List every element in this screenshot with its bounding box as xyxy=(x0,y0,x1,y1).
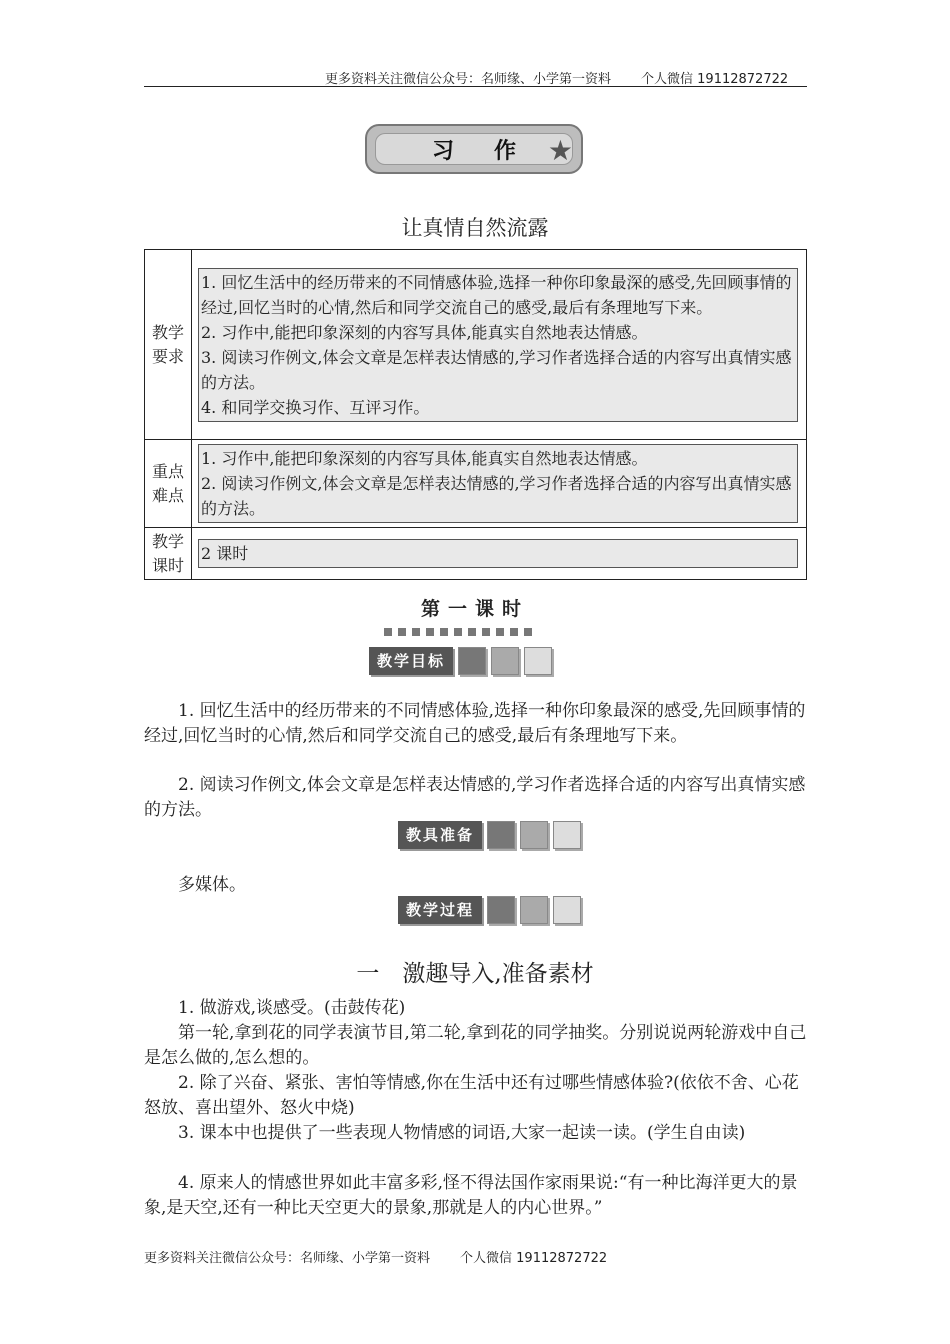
goal-paragraph: 1. 回忆生活中的经历带来的不同情感体验,选择一种你印象最深的感受,先回顾事情的经过,回忆当时的心情,然后和同学交流自己的感受,最后有条理地写下来。 xyxy=(144,701,806,746)
goal-paragraph: 2. 阅读习作例文,体会文章是怎样表达情感的,学习作者选择合适的内容写出真情实感的方法。 xyxy=(144,775,806,820)
body-paragraph: 3. 课本中也提供了一些表现人物情感的词语,大家一起读一读。(学生自由读) xyxy=(178,1123,746,1143)
goals-label: 教学目标 xyxy=(369,647,453,675)
page-header xyxy=(325,68,788,87)
label-key-points: 重点难点 xyxy=(145,440,192,528)
body-paragraph: 第一轮,拿到花的同学表演节目,第二轮,拿到花的同学抽奖。分别说说两轮游戏中自己是怎么做的,怎么想的。 xyxy=(144,1023,807,1068)
tools-text: 多媒体。 xyxy=(178,875,246,895)
page-footer xyxy=(144,1247,607,1266)
requirement-line: 2. 习作中,能把印象深刻的内容写具体,能真实自然地表达情感。 xyxy=(201,322,648,342)
key-points-box xyxy=(198,444,798,523)
tools-label: 教具准备 xyxy=(398,821,482,849)
header-rule xyxy=(144,86,807,87)
requirement-line: 4. 和同学交换习作、互评习作。 xyxy=(201,397,430,417)
footer-right: 个人微信 19112872722 xyxy=(460,1251,608,1266)
header-left: 更多资料关注微信公众号：名师缘、小学第一资料 xyxy=(325,72,612,87)
part1-heading: 一 激趣导入,准备素材 xyxy=(356,961,594,987)
decorative-dots xyxy=(384,621,564,635)
process-tag xyxy=(398,896,581,924)
footer-left: 更多资料关注微信公众号：名师缘、小学第一资料 xyxy=(144,1251,431,1266)
banner-text: 习作 xyxy=(375,133,573,165)
body-paragraph: 4. 原来人的情感世界如此丰富多彩,怪不得法国作家雨果说:“有一种比海洋更大的景象,是天空,还有一种比天空更大的景象,那就是人的内心世界。” xyxy=(144,1173,798,1218)
key-point-line: 2. 阅读习作例文,体会文章是怎样表达情感的,学习作者选择合适的内容写出真情实感的方法。 xyxy=(201,474,792,518)
process-label: 教学过程 xyxy=(398,896,482,924)
teaching-info-table xyxy=(144,249,807,580)
key-point-line: 1. 习作中,能把印象深刻的内容写具体,能真实自然地表达情感。 xyxy=(201,449,648,468)
requirement-line: 1. 回忆生活中的经历带来的不同情感体验,选择一种你印象最深的感受,先回顾事情的经过,回忆当时的心情,然后和同学交流自己的感受,最后有条理地写下来。 xyxy=(201,272,792,317)
star-icon: ★ xyxy=(547,134,573,167)
goals-tag xyxy=(369,647,552,675)
requirement-line: 3. 阅读习作例文,体会文章是怎样表达情感的,学习作者选择合适的内容写出真情实感的方法。 xyxy=(201,347,792,392)
lesson-title: 第一课时 xyxy=(420,598,529,620)
body-paragraph: 2. 除了兴奋、紧张、害怕等情感,你在生活中还有过哪些情感体验?(依依不舍、心花怒放、喜出望外、怒火中烧) xyxy=(144,1073,799,1118)
tools-tag xyxy=(398,821,581,849)
header-right: 个人微信 19112872722 xyxy=(641,72,789,87)
label-class-hours: 教学课时 xyxy=(145,528,192,580)
section-banner xyxy=(365,124,583,174)
requirements-box xyxy=(198,268,798,422)
body-paragraph: 1. 做游戏,谈感受。(击鼓传花) xyxy=(178,998,406,1018)
class-hours-box: 2 课时 xyxy=(198,539,798,568)
label-requirements: 教学要求 xyxy=(145,250,192,440)
page-title: 让真情自然流露 xyxy=(401,216,549,240)
